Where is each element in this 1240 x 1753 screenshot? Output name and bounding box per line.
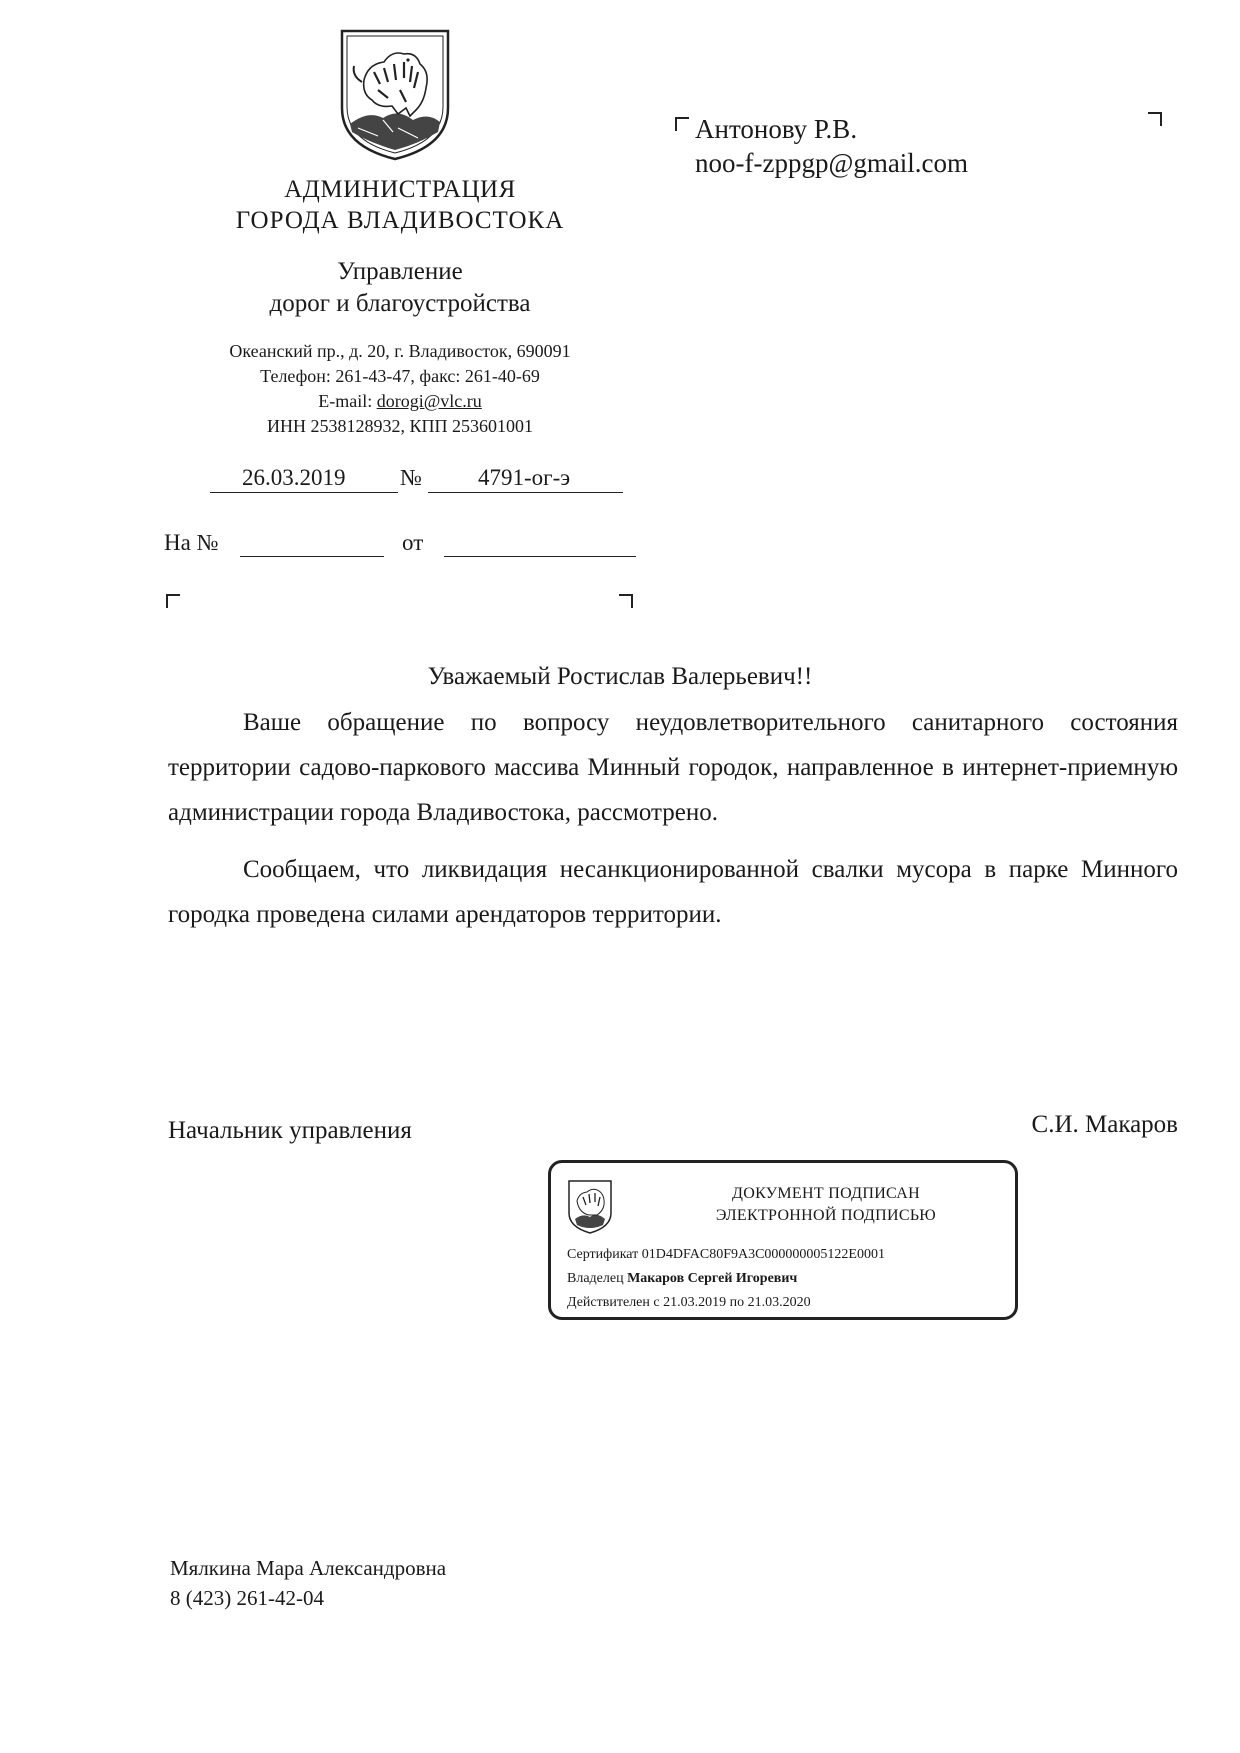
signer-position: Начальник управления — [168, 1117, 412, 1144]
stamp-owner — [567, 1271, 797, 1287]
owner-label: Владелец — [567, 1271, 624, 1286]
org-phone: Телефон: 261-43-47, факс: 261-40-69 — [260, 366, 540, 386]
certificate-label: Сертификат — [567, 1247, 639, 1262]
number-label: № — [400, 465, 422, 490]
owner-name: Макаров Сергей Игоревич — [627, 1271, 798, 1286]
valid-to-date: 21.03.2020 — [747, 1295, 811, 1310]
letter-paragraph-2: Сообщаем, что ликвидация несанкционированной свалки мусора в парке Минного городка проведена силами арендаторов территории. — [168, 856, 1178, 928]
signer-name: С.И. Макаров — [1031, 1111, 1178, 1138]
reply-date-underline — [444, 556, 636, 557]
stamp-title-line1: ДОКУМЕНТ ПОДПИСАН — [732, 1185, 920, 1202]
email-link[interactable]: dorogi@vlc.ru — [376, 391, 482, 411]
reply-number-label: На № — [164, 530, 219, 555]
reply-from-label: от — [402, 530, 424, 555]
electronic-signature-stamp — [548, 1160, 1018, 1320]
org-inn: ИНН 2538128932, КПП 253601001 — [266, 416, 533, 436]
corner-mark-top-right — [619, 594, 633, 608]
letter-body — [168, 700, 1178, 949]
addressee-corner-right — [1148, 112, 1162, 126]
addressee-email: noo-f-zppgp@gmail.com — [695, 148, 969, 178]
executor-phone: 8 (423) 261-42-04 — [170, 1586, 324, 1610]
org-email — [150, 391, 650, 412]
department-line2: дорог и благоустройства — [269, 290, 531, 317]
org-name-line2: ГОРОДА ВЛАДИВОСТОКА — [235, 207, 565, 234]
stamp-certificate — [567, 1247, 885, 1263]
valid-from-date: 21.03.2019 — [663, 1295, 727, 1310]
executor-name: Мялкина Мара Александровна — [170, 1556, 447, 1580]
valid-to-label: по — [729, 1295, 745, 1310]
letter-paragraph-1: Ваше обращение по вопросу неудовлетворительного санитарного состояния территории садово-паркового массива Минный городок, направленное в интернет-приемную администрации города Владивостока, рассмотрено. — [168, 709, 1178, 826]
stamp-emblem-icon — [567, 1179, 613, 1235]
stamp-title-line2: ЭЛЕКТРОННОЙ ПОДПИСЬЮ — [715, 1207, 937, 1224]
org-name-line1: АДМИНИСТРАЦИЯ — [284, 176, 516, 203]
email-label: E-mail: — [318, 391, 377, 411]
org-address: Океанский пр., д. 20, г. Владивосток, 690091 — [229, 341, 571, 361]
certificate-number: 01D4DFAC80F9A3C000000005122E0001 — [641, 1247, 885, 1262]
department-line1: Управление — [337, 258, 463, 285]
corner-mark-top-left — [166, 594, 180, 608]
reply-number-underline — [240, 556, 384, 557]
date-underline — [210, 492, 398, 493]
document-number: 4791-ог-э — [478, 465, 571, 490]
coat-of-arms-emblem — [338, 28, 452, 162]
addressee-name: Антонову Р.В. — [695, 114, 858, 144]
number-underline — [428, 492, 623, 493]
document-date: 26.03.2019 — [242, 465, 346, 490]
stamp-validity — [567, 1295, 811, 1311]
salutation: Уважаемый Ростислав Валерьевич!! — [427, 663, 813, 690]
addressee-corner-left — [675, 117, 689, 131]
valid-from-label: Действителен с — [567, 1295, 660, 1310]
